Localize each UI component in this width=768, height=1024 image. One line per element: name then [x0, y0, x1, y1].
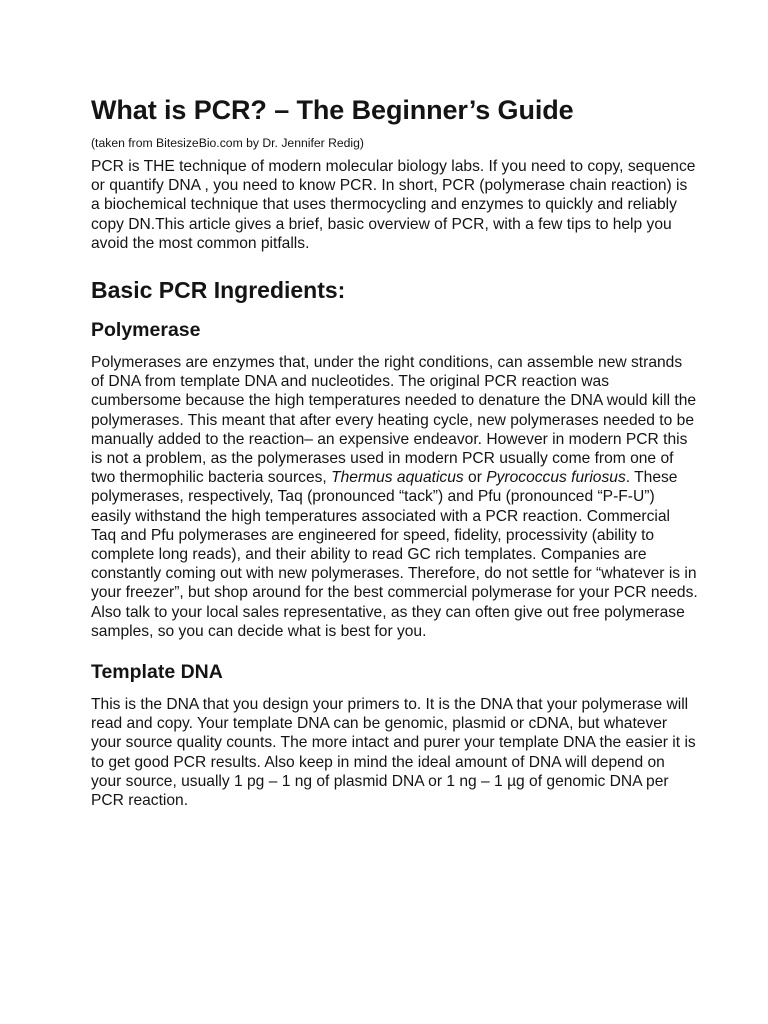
polymerase-paragraph	[91, 353, 698, 641]
species-pyrococcus-furiosus: Pyrococcus furiosus	[486, 469, 626, 487]
intro-paragraph: PCR is THE technique of modern molecular biology labs. If you need to copy, sequence or quantify DNA , you need to know PCR. In short, PCR (polymerase chain reaction) is a biochemical technique that uses thermocycling and enzymes to quickly and reliably copy DN.This article gives a brief, basic overview of PCR, with a few tips to help you avoid the most common pitfalls.	[91, 158, 696, 252]
source-attribution: (taken from BitesizeBio.com by Dr. Jennifer Redig)	[91, 136, 364, 150]
polymerase-text-part1: Polymerases are enzymes that, under the right conditions, can assemble new strands of DNA from template DNA and nucleotides. The original PCR reaction was cumbersome because the high temperatures needed to denature the DNA would kill the polymerases. This meant that after every heating cycle, new polymerases needed to be manually added to the reaction– an expensive endeavor. However in modern PCR this is not a problem, as the polymerases used in modern PCR usually come from one of two thermophilic bacteria sources,	[91, 354, 697, 487]
section-heading-ingredients: Basic PCR Ingredients:	[91, 277, 346, 304]
polymerase-text-or: or	[463, 469, 487, 487]
document-title: What is PCR? – The Beginner’s Guide	[91, 95, 574, 125]
template-dna-paragraph: This is the DNA that you design your primers to. It is the DNA that your polymerase will read and copy. Your template DNA can be genomic, plasmid or cDNA, but whatever your source quality counts. The more intact and purer your template DNA the easier it is to get good PCR results. Also keep in mind the ideal amount of DNA will depend on your source, usually 1 pg – 1 ng of plasmid DNA or 1 ng – 1 µg of genomic DNA per PCR reaction.	[91, 696, 696, 810]
polymerase-text-part2: . These polymerases, respectively, Taq (pronounced “tack”) and Pfu (pronounced “P-F-U”) easily withstand the high temperatures associated with a PCR reaction. Commercial Taq and Pfu polymerases are engineered for speed, fidelity, processivity (ability to complete long reads), and their ability to read GC rich templates. Companies are constantly coming out with new polymerases. Therefore, do not settle for “whatever is in your freezer”, but shop around for the best commercial polymerase for your PCR needs. Also talk to your local sales representative, as they can often give out free polymerase samples, so you can decide what is best for you.	[91, 469, 698, 640]
subheading-polymerase: Polymerase	[91, 319, 201, 342]
subheading-template-dna: Template DNA	[91, 661, 223, 684]
species-thermus-aquaticus: Thermus aquaticus	[331, 469, 464, 487]
